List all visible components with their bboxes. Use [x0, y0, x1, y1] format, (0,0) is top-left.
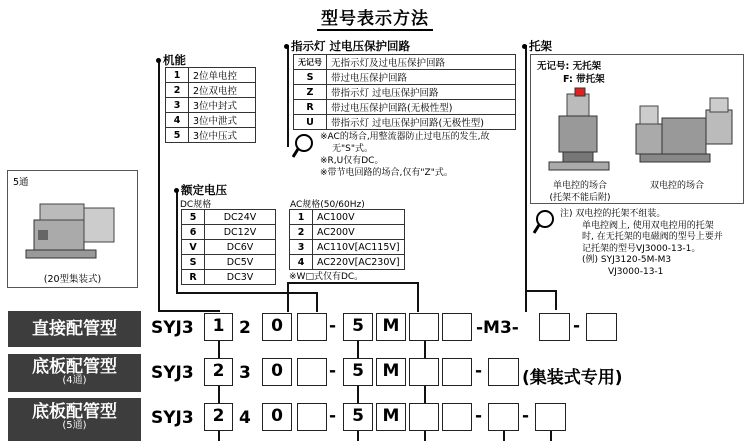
indicator-header: 指示灯 过电压保护回路 — [284, 38, 410, 54]
row1-prefix: SYJ3 — [151, 318, 194, 338]
connector-indicator-b — [287, 282, 289, 312]
page-title: 型号表示方法 — [0, 4, 750, 29]
row-link-2 — [218, 386, 220, 403]
row2-bracket-box — [488, 358, 519, 386]
bullet-icon — [174, 188, 179, 193]
bracket-f-label: F: 带托架 — [563, 74, 605, 85]
row-link-3 — [218, 431, 220, 441]
ac-header: AC规格(50/60Hz) — [290, 200, 365, 210]
bullet-icon — [156, 58, 161, 63]
magnifier-icon — [533, 208, 557, 236]
row3-tail-box — [535, 403, 566, 431]
row1-m-box: M — [376, 313, 406, 341]
connector-voltage-h — [176, 292, 316, 294]
row3-digit: 4 — [239, 408, 251, 428]
row3-prefix: SYJ3 — [151, 408, 194, 428]
row1-tail-box — [586, 313, 617, 341]
row-link-7 — [424, 341, 426, 358]
row2-dash-2: - — [475, 361, 483, 381]
row2-tail-note: (集装式专用) — [522, 368, 623, 388]
indicator-notes: ※AC的场合,用整流器防止过电压的发生,故 无"S"式。 ※R,U仅有DC。 ※带节电回路的场合,仅有"Z"式。 — [320, 132, 490, 178]
row1-digit: 2 — [239, 318, 251, 338]
bullet-icon — [522, 44, 527, 49]
row-link-10 — [503, 431, 505, 441]
function-header: 机能 — [156, 52, 186, 68]
connector-indicator — [287, 45, 289, 147]
row3-function-box: 2 — [204, 403, 233, 431]
row-link-8 — [424, 386, 426, 403]
row-link-9 — [424, 431, 426, 441]
row3-voltage-box: 5 — [343, 403, 373, 431]
row3-digit-box: 0 — [262, 403, 292, 431]
bullet-icon — [284, 44, 289, 49]
row2-digit-box: 0 — [262, 358, 292, 386]
row3-dash: - — [329, 406, 337, 426]
row1-bracket-box — [539, 313, 570, 341]
double-caption: 双电控的场合 — [650, 181, 705, 191]
single-valve-image — [545, 86, 615, 176]
connector-bracket — [525, 45, 527, 312]
row-link-4 — [357, 341, 359, 358]
function-table: 1 2位单电控 2 2位双电控 3 3位中封式 4 3位中泄式 5 3位中压式 — [165, 67, 256, 143]
row2-digit: 3 — [239, 363, 251, 383]
row2-function-box: 2 — [204, 358, 233, 386]
connector-function-h — [158, 310, 220, 312]
row3-dash-3: - — [522, 406, 530, 426]
row-link-1 — [218, 341, 220, 358]
row2-m-box: M — [376, 358, 406, 386]
connector-voltage — [176, 192, 178, 292]
row2-indicator-box — [409, 358, 439, 386]
bracket-none-label: 无记号: 无托架 — [537, 61, 602, 72]
row1-empty-box-2 — [442, 313, 472, 341]
row3-empty-box-2 — [442, 403, 472, 431]
row1-indicator-box — [409, 313, 439, 341]
row2-label: 底板配管型 (4通) — [8, 354, 141, 392]
row2-prefix: SYJ3 — [151, 363, 194, 383]
row3-label: 底板配管型 (5通) — [8, 398, 141, 441]
row2-empty-box-2 — [442, 358, 472, 386]
bracket-header: 托架 — [522, 38, 552, 54]
magnifier-icon — [292, 132, 316, 160]
connector-bracket-b — [555, 290, 557, 310]
row1-suffix: -M3- — [476, 318, 519, 338]
dc-header: DC规格 — [180, 200, 212, 210]
row3-dash-2: - — [475, 406, 483, 426]
indicator-table: 无记号 无指示灯及过电压保护回路 S 带过电压保护回路 Z 带指示灯 过电压保护回路 R 带过电压保护回路(无极性型) U 带指示灯 过电压保护回路(无极性型) — [293, 54, 516, 130]
connector-function — [158, 62, 160, 312]
dc-table: 5 DC24V 6 DC12V V DC6V S DC5V R DC3V — [181, 209, 276, 285]
manifold-valve-image — [24, 190, 124, 264]
row2-voltage-box: 5 — [343, 358, 373, 386]
row-link-11 — [550, 431, 552, 441]
single-caption-2: (托架不能后附) — [549, 193, 611, 203]
left-valve-label: 5通 — [13, 177, 29, 188]
row1-dash-2: - — [573, 316, 581, 336]
bracket-notes: 注) 双电控的托架不组装。 单电控阀上, 使用双电控用的托架 时, 在无托架的电磁阀的型号上要并 记托架的型号VJ3000-13-1。 (例) SYJ3120-5M-M3 VJ3000-13-1 — [560, 209, 723, 277]
row-link-5 — [357, 386, 359, 403]
row1-digit-box: 0 — [262, 313, 292, 341]
row1-dash: - — [329, 316, 337, 336]
connector-voltage-v — [316, 292, 318, 312]
connector-bracket-h — [525, 290, 555, 292]
left-valve-caption: (20型集装式) — [43, 274, 102, 285]
single-caption: 单电控的场合 — [552, 181, 607, 191]
ac-note: ※W□式仅有DC。 — [289, 272, 364, 282]
row3-empty-box — [297, 403, 327, 431]
row3-indicator-box — [409, 403, 439, 431]
row1-voltage-box: 5 — [343, 313, 373, 341]
row1-empty-box — [297, 313, 327, 341]
row2-dash: - — [329, 361, 337, 381]
row-link-6 — [357, 431, 359, 441]
ac-table: 1 AC100V 2 AC200V 3 AC110V[AC115V] 4 AC220V[AC230V] — [289, 209, 405, 270]
row2-empty-box — [297, 358, 327, 386]
row1-label: 直接配管型 — [8, 311, 141, 347]
voltage-header: 额定电压 — [174, 182, 227, 198]
double-valve-image — [630, 94, 738, 174]
row1-function-box: 1 — [204, 313, 233, 341]
row3-m-box: M — [376, 403, 406, 431]
connector-indicator-v — [417, 282, 419, 312]
row3-bracket-box — [488, 403, 519, 431]
